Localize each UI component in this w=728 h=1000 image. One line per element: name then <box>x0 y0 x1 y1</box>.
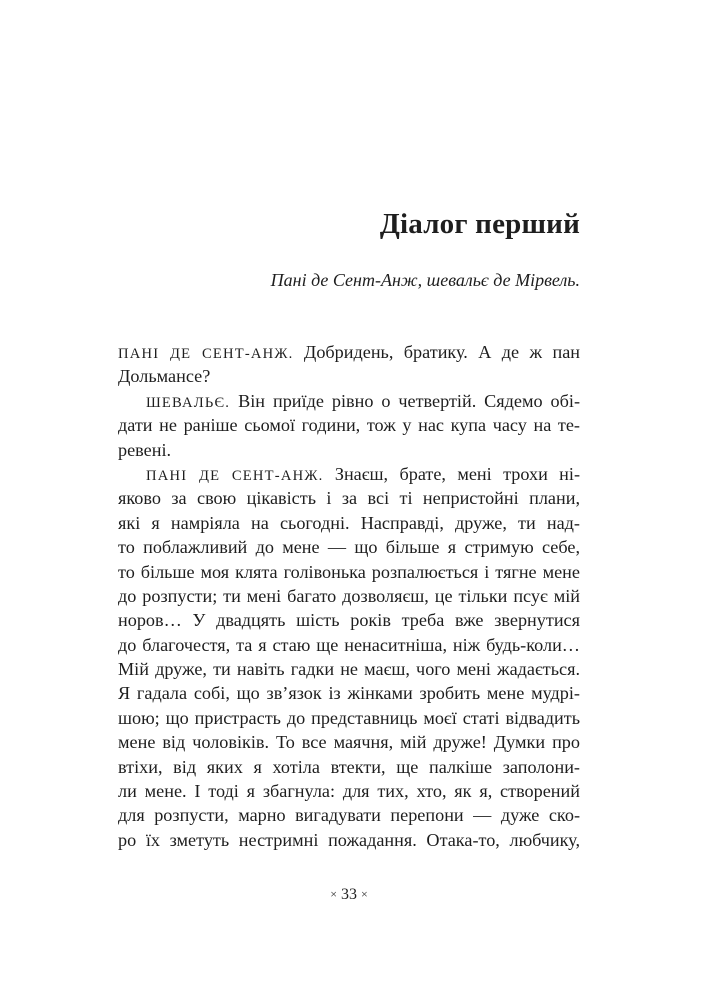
speaker-name: ПАНІ ДЕ СЕНТ-АНЖ. <box>146 467 324 484</box>
text-line: ревені. <box>118 439 172 460</box>
text-line: до розпусти; ти мені багато дозволяєш, це тільки псує мій <box>118 585 580 606</box>
text-line <box>118 462 580 486</box>
text-line: то більше моя клята голівонька розпалюється і тягне мене <box>118 561 580 582</box>
text-line: Мій друже, ти навіть гадки не маєш, чого мені жадається. <box>118 659 580 680</box>
dialogue-text <box>118 340 580 852</box>
folio-ornament-left: × <box>330 887 337 901</box>
line-text: Знаєш, брате, мені трохи ні- <box>334 463 581 484</box>
line-text: Він приїде рівно о четвертій. Сядемо обі- <box>238 390 580 411</box>
speaker-name: ПАНІ ДЕ СЕНТ-АНЖ. <box>118 346 294 362</box>
page-number: 33 <box>341 886 357 903</box>
dramatis-personae: Пані де Сент-Анж, шевальє де Мірвель. <box>270 270 580 290</box>
folio-ornament-right: × <box>361 887 368 901</box>
chapter-title: Діалог перший <box>379 208 580 240</box>
text-line <box>118 389 580 413</box>
text-line: мене від чоловіків. То все маячня, мій друже! Думки про <box>118 732 580 753</box>
text-line: які я намріяла на сьогодні. Насправді, друже, ти над- <box>118 512 580 533</box>
line-text: Добридень, братику. А де ж пан <box>303 342 580 362</box>
page-footer <box>0 886 698 904</box>
text-line: то поблажливий до мене — що більше я стримую себе, <box>118 537 580 558</box>
text-line: до благочестя, та я стаю ще ненаситніша, ніж будь-коли… <box>118 634 580 655</box>
text-line: шою; що пристрасть до представниць моєї статі відвадить <box>118 707 580 728</box>
text-line: яково за свою цікавість і за всі ті непристойні плани, <box>118 488 580 509</box>
text-line: Я гадала собі, що зв’язок із жінками зробить мене мудрі- <box>118 683 580 704</box>
text-line <box>118 340 580 364</box>
text-line: втіхи, від яких я хотіла втекти, ще палкіше заполони- <box>118 756 580 777</box>
text-line: ро їх зметуть нестримні пожадання. Отака-то, любчику, <box>118 829 580 850</box>
text-line: дати не раніше сьомої години, тож у нас купа часу на те- <box>118 415 580 436</box>
speaker-name: ШЕВАЛЬЄ. <box>146 394 231 411</box>
text-line: норов… У двадцять шість років треба вже звернутися <box>118 610 580 631</box>
text-line: ли мене. І тоді я збагнула: для тих, хто, як я, створений <box>118 781 580 802</box>
text-line: для розпусти, марно вигадувати перепони — дуже ско- <box>118 805 580 826</box>
text-line: Дольмансе? <box>118 366 211 387</box>
